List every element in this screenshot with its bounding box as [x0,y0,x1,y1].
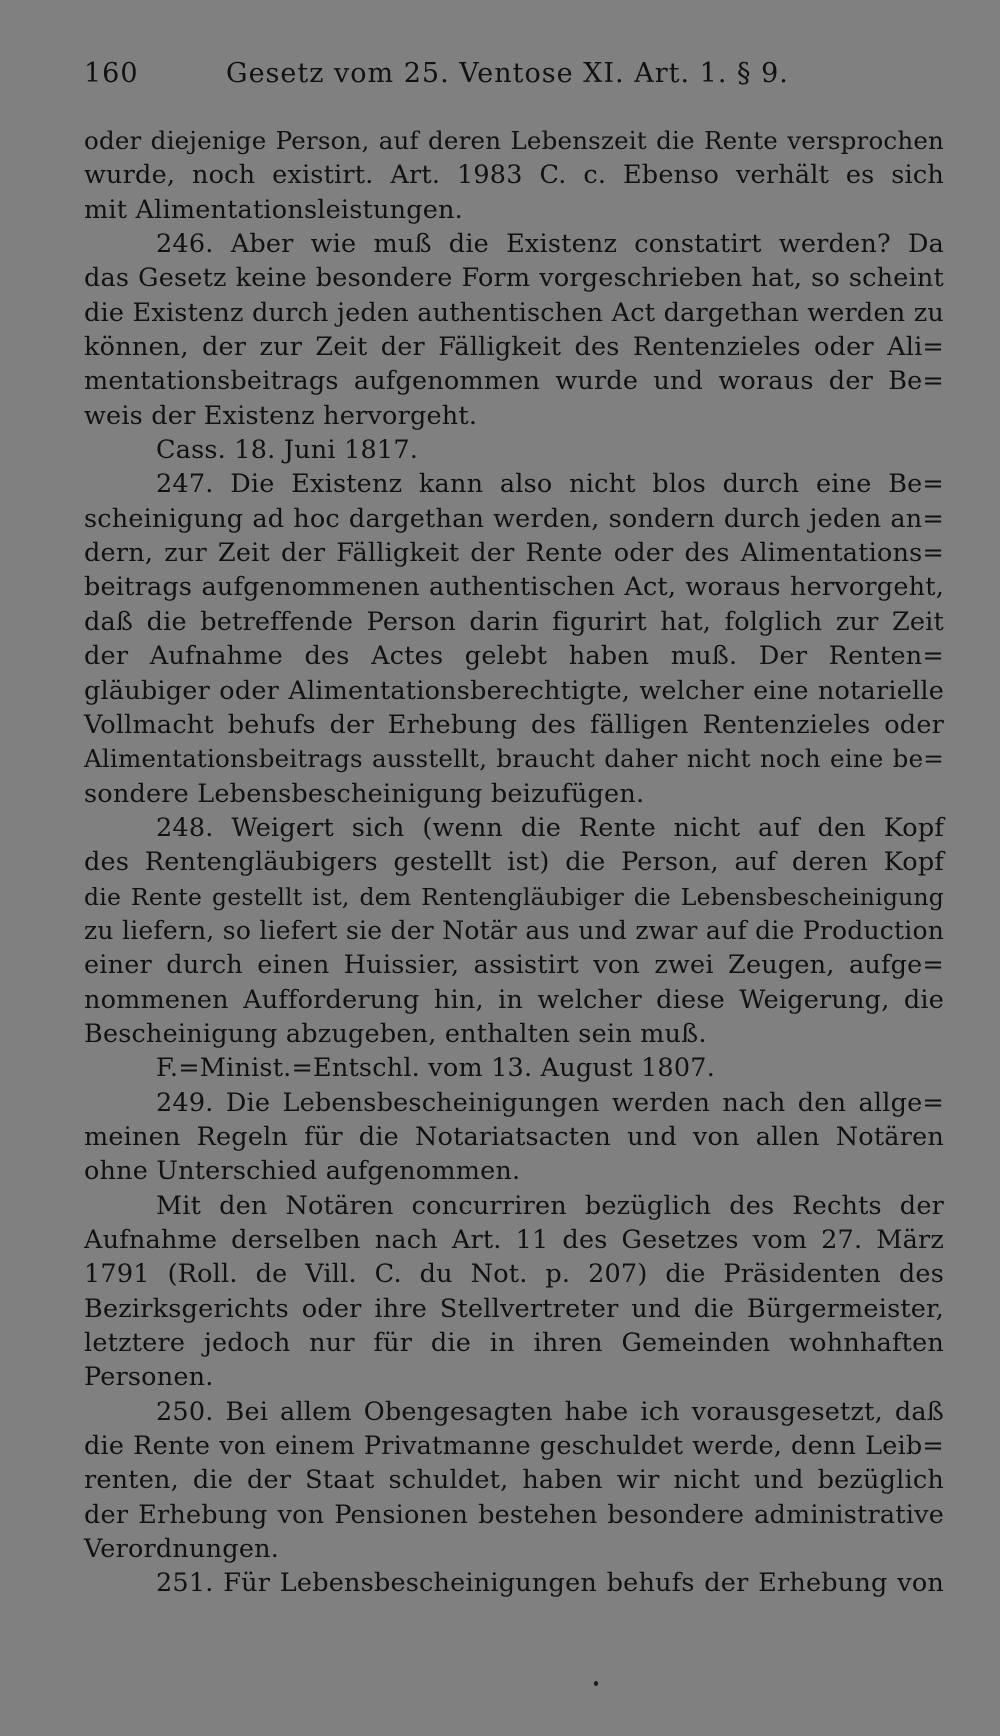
text-line: Alimentationsbeitrags ausstellt, braucht daher nicht noch eine be= [84,744,944,774]
text-line: des Rentengläubigers gestellt ist) die Person, auf deren Kopf [84,847,944,878]
text-line: mentationsbeitrags aufgenommen wurde und woraus der Be= [84,366,944,397]
text-line: 248. Weigert sich (wenn die Rente nicht auf den Kopf [156,812,944,843]
text-line: der Erhebung von Pensionen bestehen besondere administrative [84,1499,944,1530]
text-line: das Gesetz keine besondere Form vorgeschrieben hat, so scheint [84,263,944,294]
text-line: können, der zur Zeit der Fälligkeit des Rentenzieles oder Ali= [84,332,944,363]
running-head-title: Gesetz vom 25. Ventose XI. Art. 1. § 9. [226,58,789,89]
text-line: 246. Aber wie muß die Existenz constatirt werden? Da [156,229,944,260]
text-line: der Aufnahme des Actes gelebt haben muß. Der Renten= [84,641,944,672]
text-line: 251. Für Lebensbescheinigungen behufs der Erhebung von [156,1568,944,1599]
text-line: Verordnungen. [84,1534,280,1565]
text-line: beitrags aufgenommenen authentischen Act, woraus hervorgeht, [84,572,944,603]
text-line: Bezirksgerichts oder ihre Stellvertreter und die Bürgermeister, [84,1293,944,1324]
text-line: Personen. [84,1362,214,1393]
text-line: F.=Minist.=Entschl. vom 13. August 1807. [156,1053,716,1084]
text-line: wurde, noch existirt. Art. 1983 C. c. Ebenso verhält es sich [84,160,944,191]
text-line: sondere Lebensbescheinigung beizufügen. [84,778,645,809]
text-line: 247. Die Existenz kann also nicht blos durch eine Be= [156,469,944,500]
text-line: letztere jedoch nur für die in ihren Gemeinden wohnhaften [84,1328,944,1359]
text-line: Mit den Notären concurriren bezüglich des Rechts der [156,1190,944,1221]
text-line: Vollmacht behufs der Erhebung des fälligen Rentenzieles oder [84,709,944,740]
text-line: einer durch einen Huissier, assistirt von zwei Zeugen, aufge= [84,950,944,981]
text-line: nommenen Aufforderung hin, in welcher diese Weigerung, die [84,984,944,1015]
page-number: 160 [84,58,139,89]
text-line: zu liefern, so liefert sie der Notär aus und zwar auf die Production [84,915,944,945]
text-line: Aufnahme derselben nach Art. 11 des Gesetzes vom 27. März [84,1225,944,1255]
text-line: dern, zur Zeit der Fälligkeit der Rente oder des Alimentations= [84,538,944,569]
text-line: weis der Existenz hervorgeht. [84,400,478,431]
print-speck [594,1681,598,1686]
text-line: mit Alimentationsleistungen. [84,194,463,225]
text-line: 249. Die Lebensbescheinigungen werden nach den allge= [156,1087,944,1118]
text-line: die Rente gestellt ist, dem Rentengläubiger die Lebensbescheinigung [84,882,944,911]
text-line: die Rente von einem Privatmanne geschuldet werde, denn Leib= [84,1431,944,1462]
text-line: Cass. 18. Juni 1817. [156,435,419,466]
body-text [84,124,944,1601]
running-head [84,58,944,98]
text-line: meinen Regeln für die Notariatsacten und von allen Notären [84,1121,944,1152]
text-line: daß die betreffende Person darin figurirt hat, folglich zur Zeit [84,606,944,637]
text-line: Bescheinigung abzugeben, enthalten sein muß. [84,1018,707,1049]
text-line: 250. Bei allem Obengesagten habe ich vorausgesetzt, daß [156,1396,944,1427]
text-line: die Existenz durch jeden authentischen Act dargethan werden zu [84,297,944,328]
text-line: 1791 (Roll. de Vill. C. du Not. p. 207) die Präsidenten des [84,1259,944,1290]
text-line: gläubiger oder Alimentationsberechtigte, welcher eine notarielle [84,675,944,706]
text-line: ohne Unterschied aufgenommen. [84,1156,521,1187]
text-line: scheinigung ad hoc dargethan werden, sondern durch jeden an= [84,503,944,534]
text-line: renten, die der Staat schuldet, haben wir nicht und bezüglich [84,1465,944,1496]
text-line: oder diejenige Person, auf deren Lebenszeit die Rente versprochen [84,126,944,155]
